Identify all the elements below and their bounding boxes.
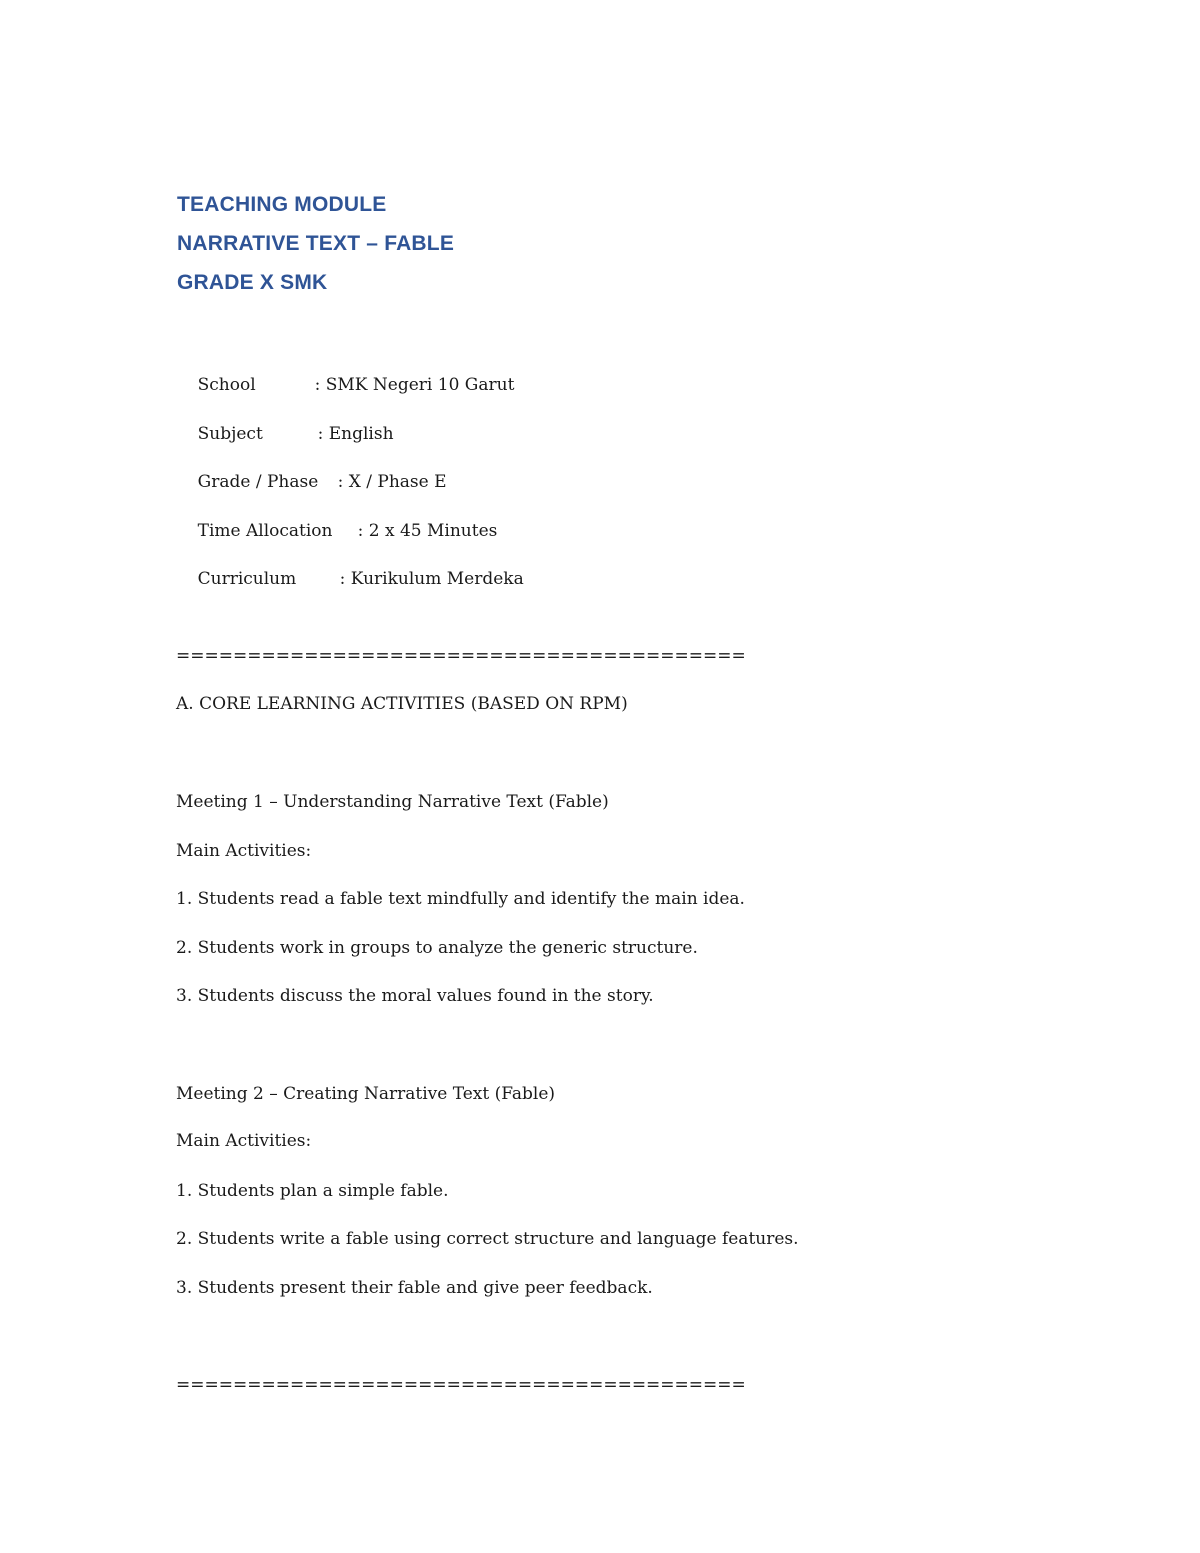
list-item: 3. Students discuss the moral values found in the story. — [176, 986, 654, 1006]
info-value: : SMK Negeri 10 Garut — [314, 375, 515, 395]
info-value: : X / Phase E — [337, 472, 447, 492]
list-item: 2. Students write a fable using correct structure and language features. — [176, 1229, 799, 1249]
section-title: A. CORE LEARNING ACTIVITIES (BASED ON RPM) — [176, 694, 628, 714]
separator-line: ======================================== — [176, 1375, 746, 1395]
list-item: 2. Students work in groups to analyze the generic structure. — [176, 938, 698, 958]
list-item: 1. Students read a fable text mindfully and identify the main idea. — [176, 889, 745, 909]
info-value: : English — [317, 424, 394, 444]
meeting-2-title: Meeting 2 – Creating Narrative Text (Fable) — [176, 1084, 556, 1104]
meeting-1-activities-label: Main Activities: — [176, 841, 312, 861]
meeting-1-title: Meeting 1 – Understanding Narrative Text (Fable) — [176, 792, 609, 812]
info-value: : Kurikulum Merdeka — [339, 569, 524, 589]
list-item: 1. Students plan a simple fable. — [176, 1181, 449, 1201]
info-label: School — [197, 375, 256, 395]
info-row-curriculum — [176, 549, 524, 609]
info-label: Time Allocation — [197, 521, 333, 541]
module-topic: NARRATIVE TEXT – FABLE — [177, 232, 455, 255]
module-grade: GRADE X SMK — [177, 271, 328, 294]
separator-line: ======================================== — [176, 646, 746, 666]
module-title: TEACHING MODULE — [177, 193, 387, 216]
meeting-2-activities-label: Main Activities: — [176, 1131, 312, 1151]
info-label: Curriculum — [197, 569, 297, 589]
list-item: 3. Students present their fable and give peer feedback. — [176, 1278, 653, 1298]
info-label: Subject — [197, 424, 263, 444]
info-label: Grade / Phase — [197, 472, 319, 492]
info-value: : 2 x 45 Minutes — [357, 521, 498, 541]
